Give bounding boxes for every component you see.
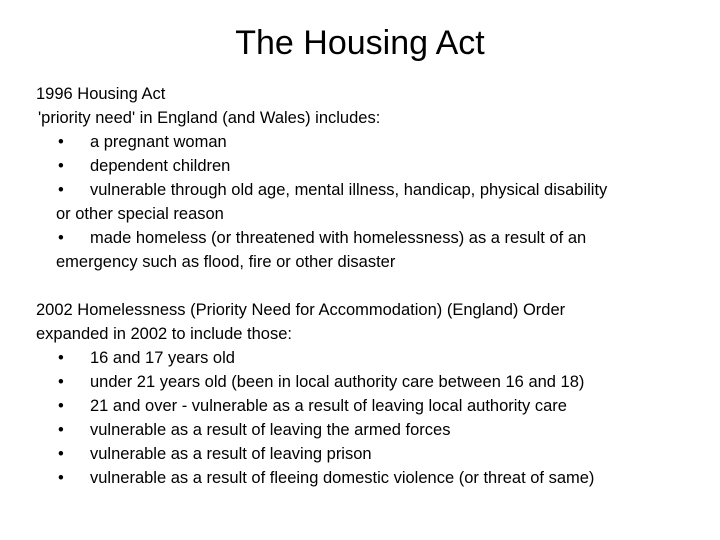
bullet-list-2002: [36, 346, 700, 490]
section-spacer: [36, 274, 700, 298]
list-item: [36, 130, 700, 154]
list-item-text: 21 and over - vulnerable as a result of leaving local authority care: [90, 397, 567, 415]
section-heading-1996: 1996 Housing Act: [36, 85, 166, 103]
list-item-text: vulnerable through old age, mental illness, handicap, physical disability: [90, 181, 608, 199]
section-heading-2002: 2002 Homelessness (Priority Need for Accommodation) (England) Order: [36, 301, 566, 319]
bullet-icon: •: [58, 133, 64, 151]
list-item: [36, 370, 700, 394]
list-item: [36, 346, 700, 370]
list-item-text: vulnerable as a result of leaving prison: [90, 445, 372, 463]
list-item-text: dependent children: [90, 157, 231, 175]
list-item: [36, 154, 700, 178]
list-item-continuation: or other special reason: [56, 205, 224, 223]
list-item: [36, 466, 700, 490]
list-item: [36, 178, 700, 226]
bullet-icon: •: [58, 181, 64, 199]
list-item-text: 16 and 17 years old: [90, 349, 235, 367]
list-item-text: a pregnant woman: [90, 133, 227, 151]
section-intro-1996: 'priority need' in England (and Wales) includes:: [38, 109, 381, 127]
bullet-icon: •: [58, 421, 64, 439]
bullet-icon: •: [58, 373, 64, 391]
slide-title: The Housing Act: [235, 24, 485, 62]
section-intro-2002: expanded in 2002 to include those:: [36, 325, 292, 343]
slide-content: [36, 82, 700, 490]
bullet-icon: •: [58, 349, 64, 367]
bullet-icon: •: [58, 445, 64, 463]
bullet-icon: •: [58, 229, 64, 247]
list-item-continuation: emergency such as flood, fire or other disaster: [56, 253, 396, 271]
list-item: [36, 418, 700, 442]
list-item-text: vulnerable as a result of leaving the armed forces: [90, 421, 451, 439]
bullet-icon: •: [58, 157, 64, 175]
list-item-text: made homeless (or threatened with homelessness) as a result of an: [90, 229, 587, 247]
list-item-text: vulnerable as a result of fleeing domestic violence (or threat of same): [90, 469, 595, 487]
list-item-text: under 21 years old (been in local authority care between 16 and 18): [90, 373, 585, 391]
list-item: [36, 442, 700, 466]
bullet-icon: •: [58, 469, 64, 487]
list-item: [36, 394, 700, 418]
bullet-icon: •: [58, 397, 64, 415]
list-item: [36, 226, 700, 274]
bullet-list-1996: [36, 130, 700, 274]
